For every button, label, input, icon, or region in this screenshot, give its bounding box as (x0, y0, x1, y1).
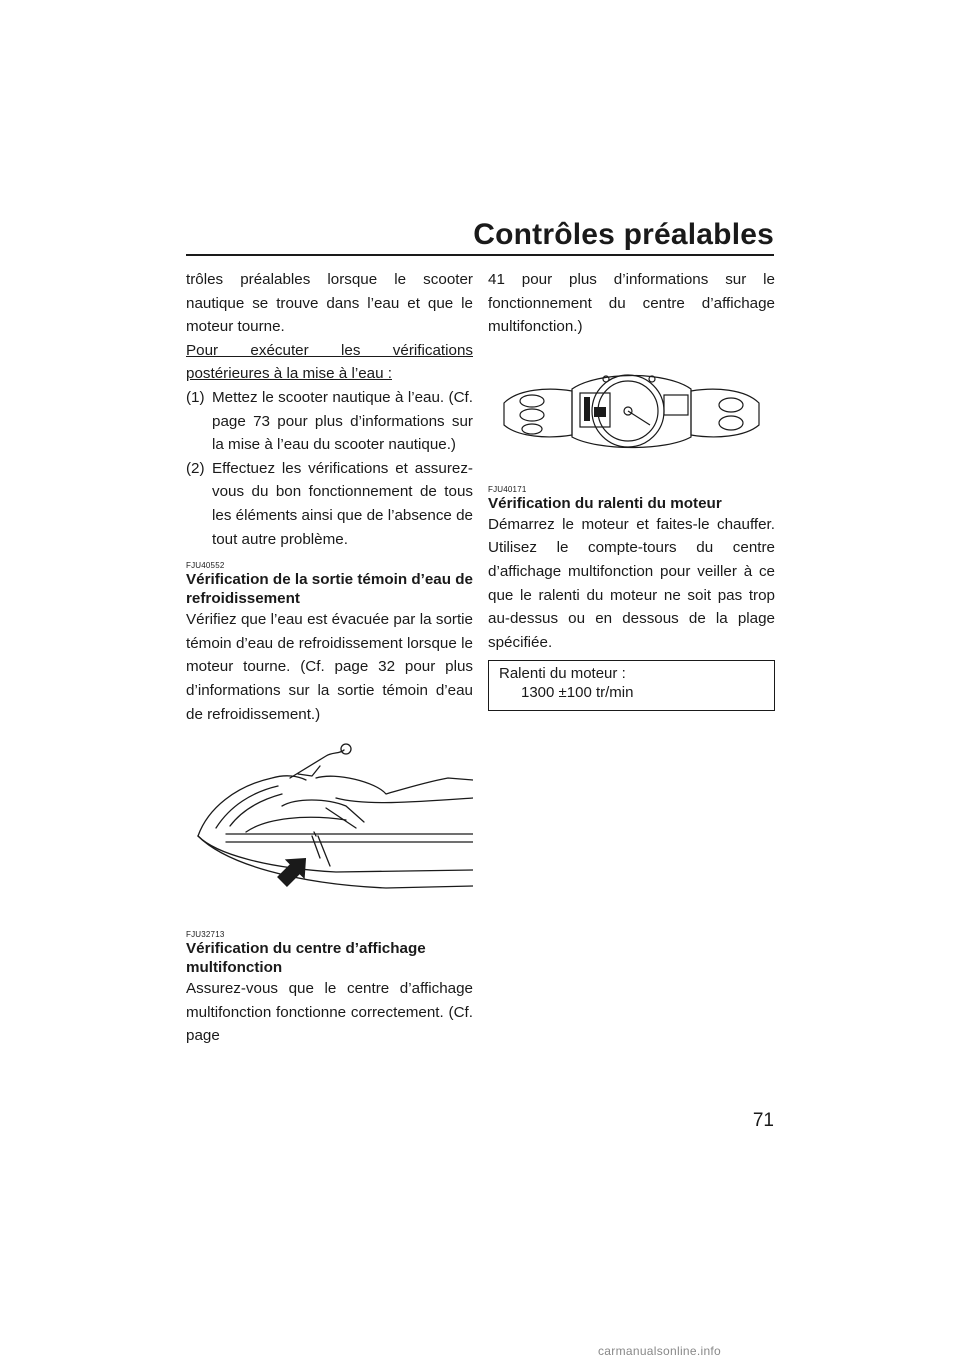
idle-spec-box (488, 660, 775, 711)
multifunction-paragraph: Assurez-vous que le centre d’affichage multifonction fonctionne correctement. (Cf. page (186, 980, 473, 1045)
instrument-panel-illustration (488, 363, 775, 473)
watercraft-illustration (186, 736, 473, 916)
list-number: (2) (186, 459, 205, 477)
section-code: FJU40552 (186, 561, 225, 571)
section-code: FJU32713 (186, 930, 225, 940)
cooling-paragraph: Vérifiez que l’eau est évacuée par la sortie témoin d’eau de refroidissement lorsque le moteur tourne. (Cf. page 32 pour plus d’informations sur la sortie témoin d’eau de refroidissement.) (186, 611, 473, 723)
section-code: FJU40171 (488, 484, 527, 494)
list-item (186, 386, 473, 457)
list-item (186, 457, 473, 551)
page-title: Contrôles préalables (473, 218, 774, 251)
watermark: carmanualsonline.info (598, 1344, 722, 1358)
spec-value: 1300 ±100 tr/min (521, 684, 634, 702)
spec-label: Ralenti du moteur : (499, 665, 626, 683)
section-heading-idle: Vérification du ralenti du moteur (488, 494, 722, 512)
section-heading-cooling: Vérification de la sortie témoin d’eau de refroidissement (186, 571, 473, 608)
left-column (186, 268, 473, 1048)
post-launch-heading: Pour exécuter les vérifications postérieures à la mise à l’eau : (186, 341, 473, 383)
idle-paragraph: Démarrez le moteur et faites-le chauffer. Utilisez le compte-tours du centre d’affichage multifonction pour veiller à ce que le ralenti du moteur ne soit pas trop au-dessus ou en dessous de la plage spécifiée. (488, 515, 775, 651)
right-column (488, 268, 775, 711)
multifunction-paragraph-cont: 41 pour plus d’informations sur le fonctionnement du centre d’affichage multifonction.) (488, 271, 775, 336)
list-number: (1) (186, 388, 205, 406)
list-text: Mettez le scooter nautique à l’eau. (Cf. page 73 pour plus d’informations sur la mise à l’eau du scooter nautique.) (212, 388, 473, 454)
intro-paragraph: trôles préalables lorsque le scooter nautique se trouve dans l’eau et que le moteur tourne. (186, 271, 473, 336)
page-number: 71 (752, 1110, 774, 1131)
header-rule (186, 254, 774, 256)
section-heading-multifunction: Vérification du centre d’affichage multifonction (186, 940, 426, 977)
list-text: Effectuez les vérifications et assurez-vous du bon fonctionnement de tous les éléments ainsi que de l’absence de tout autre problème. (212, 459, 473, 548)
